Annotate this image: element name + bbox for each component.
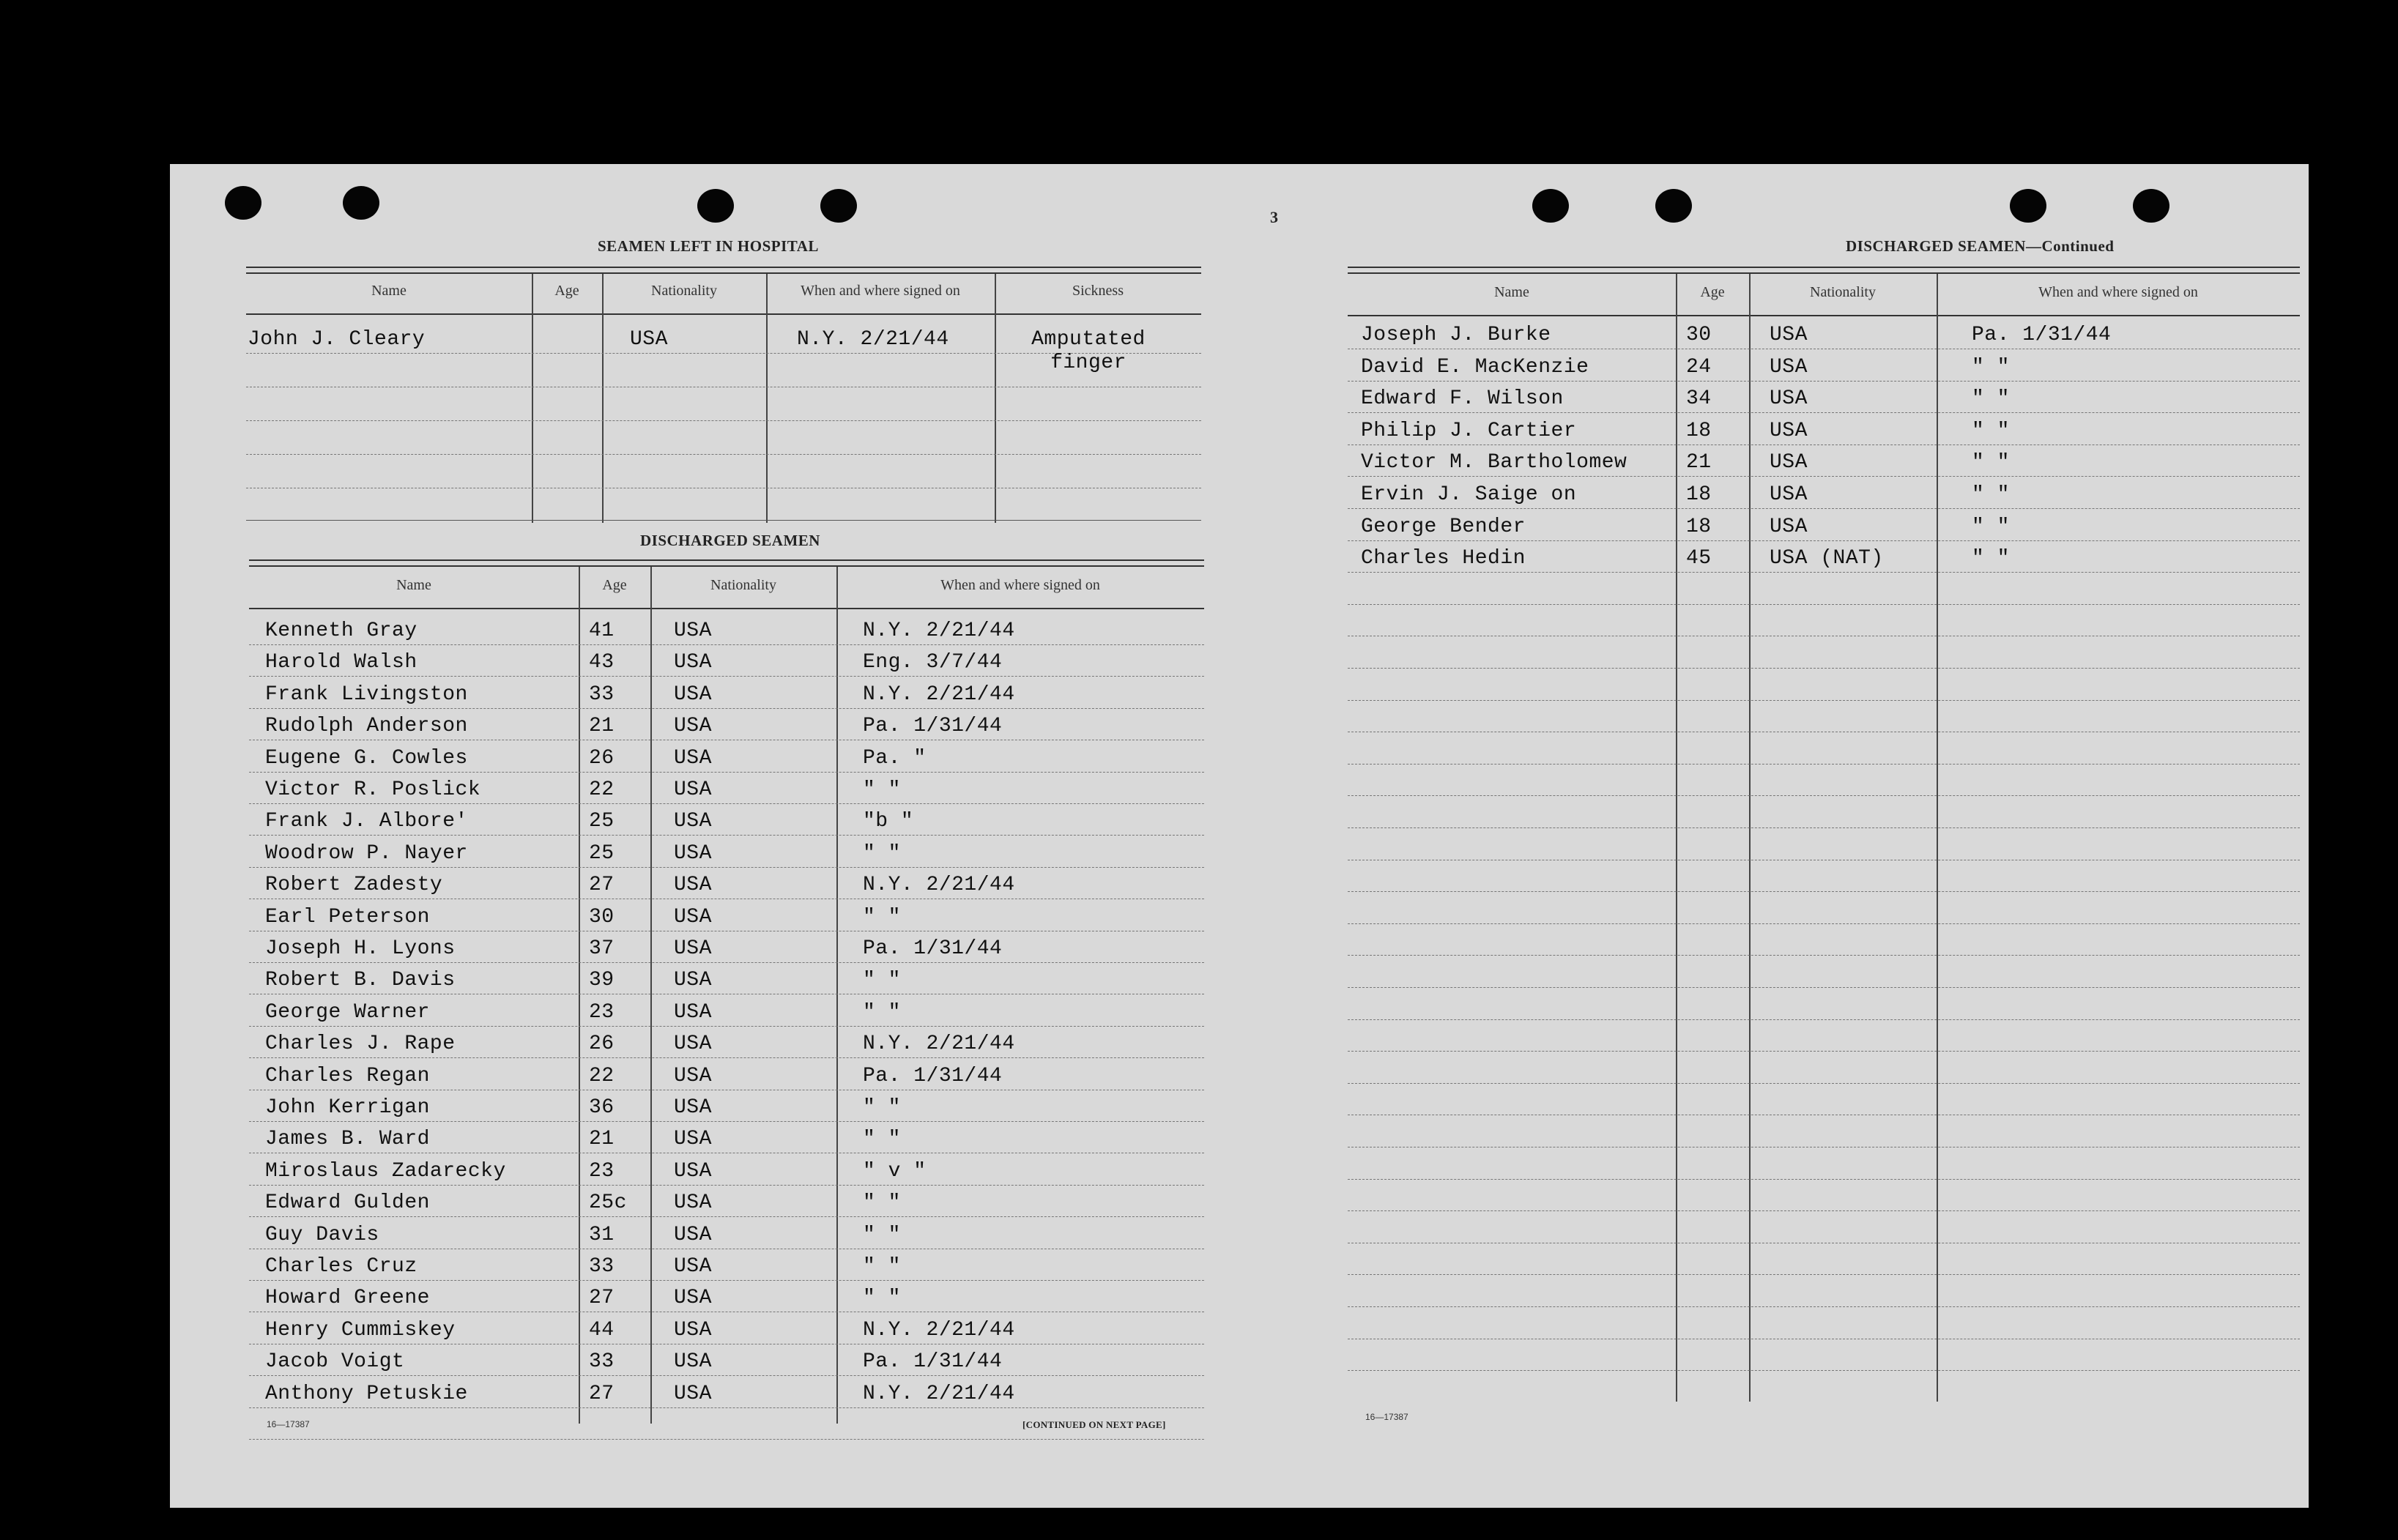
table-row	[1348, 483, 2300, 516]
seaman-nationality: USA	[1770, 355, 1808, 379]
seaman-name: James B. Ward	[265, 1128, 430, 1151]
seaman-nationality: USA	[674, 620, 712, 642]
seaman-name: George Bender	[1361, 515, 1526, 538]
table-row	[249, 842, 1204, 874]
table-row	[246, 328, 1201, 374]
seaman-signed-on: Pa. 1/31/44	[863, 937, 1003, 960]
header-nationality: Nationality	[710, 577, 776, 593]
header-signed-on: When and where signed on	[940, 577, 1100, 593]
seaman-signed-on: " "	[863, 1128, 901, 1151]
seaman-signed-on: N.Y. 2/21/44	[797, 328, 949, 351]
seaman-nationality: USA	[674, 1382, 712, 1405]
seaman-signed-on: " "	[1972, 419, 2010, 442]
seaman-nationality: USA	[674, 682, 712, 706]
seaman-signed-on: " "	[863, 1287, 901, 1310]
seaman-nationality: USA	[674, 841, 712, 865]
seaman-signed-on: "b "	[863, 810, 914, 833]
table-row	[249, 715, 1204, 746]
seaman-nationality: USA	[1770, 387, 1808, 411]
seaman-name: Miroslaus Zadarecky	[265, 1159, 506, 1183]
seaman-name: Victor M. Bartholomew	[1361, 451, 1627, 475]
seaman-signed-on: " "	[863, 1255, 901, 1278]
table-row	[249, 1065, 1204, 1096]
seaman-nationality: USA	[674, 810, 712, 833]
seaman-age: 21	[589, 715, 615, 738]
header-name: Name	[371, 283, 407, 299]
table-row	[249, 1128, 1204, 1159]
seaman-signed-on: Eng. 3/7/44	[863, 651, 1003, 674]
seaman-nationality: USA	[674, 1287, 712, 1310]
table-row	[1348, 356, 2300, 388]
seaman-name: Woodrow P. Nayer	[265, 841, 468, 865]
seaman-age: 18	[1686, 483, 1712, 506]
seaman-age: 25	[589, 810, 615, 833]
seaman-signed-on: Pa. 1/31/44	[1972, 324, 2112, 346]
seaman-name: Eugene G. Cowles	[265, 746, 468, 770]
seaman-nationality: USA	[1770, 419, 1808, 442]
seaman-name: Rudolph Anderson	[265, 715, 468, 738]
seaman-nationality: USA	[674, 1128, 712, 1151]
seaman-signed-on: " "	[1972, 387, 2010, 411]
table-row	[249, 1191, 1204, 1223]
table-row	[249, 1350, 1204, 1382]
seaman-nationality: USA	[674, 1159, 712, 1183]
table-row	[249, 1160, 1204, 1191]
seaman-name: Charles Cruz	[265, 1255, 417, 1278]
seaman-nationality: USA	[674, 969, 712, 992]
form-code: 16—17387	[1365, 1412, 1408, 1422]
seaman-nationality: USA	[674, 1191, 712, 1215]
seaman-name: Jacob Voigt	[265, 1350, 405, 1374]
seaman-name: Joseph J. Burke	[1361, 324, 1551, 346]
seaman-age: 22	[589, 1064, 615, 1087]
seaman-nationality: USA	[674, 778, 712, 801]
seaman-age: 44	[589, 1318, 615, 1342]
seaman-sickness: Amputated finger	[1031, 328, 1146, 374]
seaman-signed-on: N.Y. 2/21/44	[863, 1382, 1015, 1405]
seaman-signed-on: Pa. 1/31/44	[863, 1064, 1003, 1087]
seaman-age: 24	[1686, 355, 1712, 379]
seaman-name: Earl Peterson	[265, 905, 430, 929]
discharged-table	[249, 559, 1204, 1424]
seaman-age: 23	[589, 1000, 615, 1024]
continued-note: [CONTINUED ON NEXT PAGE]	[1022, 1419, 1166, 1430]
seaman-age: 30	[1686, 324, 1712, 346]
header-name: Name	[396, 577, 431, 593]
seaman-signed-on: N.Y. 2/21/44	[863, 1318, 1015, 1342]
seaman-signed-on: " "	[863, 778, 901, 801]
table-row	[249, 874, 1204, 905]
table-row	[1348, 547, 2300, 579]
table-row	[1348, 420, 2300, 452]
seaman-name: John Kerrigan	[265, 1096, 430, 1119]
seaman-signed-on: " "	[1972, 547, 2010, 570]
seaman-name: Frank J. Albore'	[265, 810, 468, 833]
seaman-name: Ervin J. Saige on	[1361, 483, 1577, 506]
seaman-signed-on: " "	[863, 841, 901, 865]
seaman-nationality: USA	[674, 1223, 712, 1246]
seaman-name: Henry Cummiskey	[265, 1318, 456, 1342]
seaman-age: 25c	[589, 1191, 627, 1215]
seaman-age: 18	[1686, 515, 1712, 538]
seaman-signed-on: " "	[1972, 515, 2010, 538]
table-row	[1348, 451, 2300, 483]
seaman-signed-on: " "	[1972, 483, 2010, 506]
seaman-signed-on: " "	[863, 969, 901, 992]
table-row	[249, 620, 1204, 651]
seaman-age: 33	[589, 1255, 615, 1278]
seaman-name: Joseph H. Lyons	[265, 937, 456, 960]
seaman-nationality: USA	[674, 746, 712, 770]
seaman-age: 27	[589, 1287, 615, 1310]
seaman-signed-on: " "	[863, 905, 901, 929]
seaman-nationality: USA	[630, 328, 668, 351]
seaman-name: John J. Cleary	[248, 328, 426, 351]
seaman-age: 41	[589, 620, 615, 642]
seaman-nationality: USA	[674, 1000, 712, 1024]
table-row	[249, 1096, 1204, 1128]
header-sickness: Sickness	[1072, 283, 1124, 299]
seaman-nationality: USA	[674, 937, 712, 960]
seaman-signed-on: N.Y. 2/21/44	[863, 682, 1015, 706]
seaman-signed-on: " "	[1972, 451, 2010, 475]
table-row	[249, 1001, 1204, 1033]
seaman-nationality: USA (NAT)	[1770, 547, 1884, 570]
table-row	[1348, 387, 2300, 420]
header-nationality: Nationality	[1810, 284, 1876, 300]
seaman-nationality: USA	[674, 1318, 712, 1342]
seaman-nationality: USA	[674, 905, 712, 929]
seaman-signed-on: " "	[863, 1000, 901, 1024]
crew-list-sheet	[170, 164, 2309, 1508]
right-page	[1239, 164, 2309, 1508]
seaman-name: Charles Hedin	[1361, 547, 1526, 570]
header-signed-on: When and where signed on	[801, 283, 960, 299]
table-row	[1348, 516, 2300, 548]
seaman-name: Robert Zadesty	[265, 874, 443, 897]
table-row	[249, 969, 1204, 1000]
seaman-nationality: USA	[674, 1033, 712, 1056]
header-name: Name	[1494, 284, 1529, 300]
seaman-age: 36	[589, 1096, 615, 1119]
seaman-signed-on: Pa. "	[863, 746, 927, 770]
seaman-age: 34	[1686, 387, 1712, 411]
seaman-signed-on: Pa. 1/31/44	[863, 715, 1003, 738]
discharged-continued-table	[1348, 267, 2300, 1409]
seaman-nationality: USA	[674, 1064, 712, 1087]
seaman-age: 33	[589, 682, 615, 706]
seaman-name: Harold Walsh	[265, 651, 417, 674]
hospital-section-title: SEAMEN LEFT IN HOSPITAL	[598, 237, 819, 255]
table-row	[249, 1224, 1204, 1255]
discharged-cont-section-title: DISCHARGED SEAMEN—Continued	[1846, 237, 2115, 255]
table-row	[249, 937, 1204, 969]
form-code: 16—17387	[267, 1419, 310, 1429]
seaman-name: Howard Greene	[265, 1287, 430, 1310]
table-row	[249, 778, 1204, 810]
seaman-nationality: USA	[674, 651, 712, 674]
seaman-name: George Warner	[265, 1000, 430, 1024]
left-page	[170, 164, 1239, 1508]
seaman-name: Philip J. Cartier	[1361, 419, 1577, 442]
seaman-age: 31	[589, 1223, 615, 1246]
table-row	[249, 906, 1204, 937]
seaman-nationality: USA	[1770, 483, 1808, 506]
header-nationality: Nationality	[651, 283, 717, 299]
seaman-age: 18	[1686, 419, 1712, 442]
table-row	[249, 1383, 1204, 1414]
table-row	[249, 1319, 1204, 1350]
seaman-age: 33	[589, 1350, 615, 1374]
table-row	[249, 1287, 1204, 1318]
seaman-age: 21	[1686, 451, 1712, 475]
seaman-nationality: USA	[674, 715, 712, 738]
seaman-signed-on: Pa. 1/31/44	[863, 1350, 1003, 1374]
seaman-age: 25	[589, 841, 615, 865]
discharged-section-title: DISCHARGED SEAMEN	[640, 532, 820, 549]
seaman-nationality: USA	[674, 874, 712, 897]
page-number: 3	[1270, 208, 1278, 226]
seaman-name: Edward F. Wilson	[1361, 387, 1564, 411]
header-age: Age	[554, 283, 579, 299]
seaman-signed-on: " "	[863, 1223, 901, 1246]
table-row	[249, 810, 1204, 841]
seaman-signed-on: " "	[1972, 355, 2010, 379]
seaman-signed-on: " v "	[863, 1159, 927, 1183]
seaman-age: 21	[589, 1128, 615, 1151]
seaman-age: 26	[589, 1033, 615, 1056]
seaman-signed-on: N.Y. 2/21/44	[863, 874, 1015, 897]
table-row	[1348, 324, 2300, 356]
seaman-age: 39	[589, 969, 615, 992]
seaman-name: Anthony Petuskie	[265, 1382, 468, 1405]
seaman-name: David E. MacKenzie	[1361, 355, 1589, 379]
table-row	[249, 1033, 1204, 1064]
seaman-name: Charles Regan	[265, 1064, 430, 1087]
seaman-age: 37	[589, 937, 615, 960]
header-signed-on: When and where signed on	[2038, 284, 2198, 300]
seaman-nationality: USA	[1770, 515, 1808, 538]
seaman-name: Robert B. Davis	[265, 969, 456, 992]
seaman-age: 22	[589, 778, 615, 801]
table-row	[249, 651, 1204, 682]
seaman-age: 23	[589, 1159, 615, 1183]
seaman-nationality: USA	[1770, 324, 1808, 346]
seaman-signed-on: " "	[863, 1191, 901, 1215]
seaman-signed-on: N.Y. 2/21/44	[863, 620, 1015, 642]
seaman-name: Frank Livingston	[265, 682, 468, 706]
header-age: Age	[602, 577, 627, 593]
seaman-nationality: USA	[674, 1350, 712, 1374]
seaman-age: 27	[589, 874, 615, 897]
seaman-name: Victor R. Poslick	[265, 778, 481, 801]
seaman-age: 43	[589, 651, 615, 674]
header-age: Age	[1700, 284, 1725, 300]
seaman-signed-on: N.Y. 2/21/44	[863, 1033, 1015, 1056]
seaman-name: Kenneth Gray	[265, 620, 417, 642]
seaman-nationality: USA	[1770, 451, 1808, 475]
table-row	[249, 1255, 1204, 1287]
table-row	[249, 683, 1204, 715]
seaman-signed-on: " "	[863, 1096, 901, 1119]
seaman-nationality: USA	[674, 1096, 712, 1119]
seaman-age: 30	[589, 905, 615, 929]
table-row	[249, 747, 1204, 778]
seaman-age: 27	[589, 1382, 615, 1405]
seaman-name: Charles J. Rape	[265, 1033, 456, 1056]
seaman-name: Guy Davis	[265, 1223, 379, 1246]
seaman-name: Edward Gulden	[265, 1191, 430, 1215]
seaman-age: 45	[1686, 547, 1712, 570]
seaman-age: 26	[589, 746, 615, 770]
seaman-nationality: USA	[674, 1255, 712, 1278]
